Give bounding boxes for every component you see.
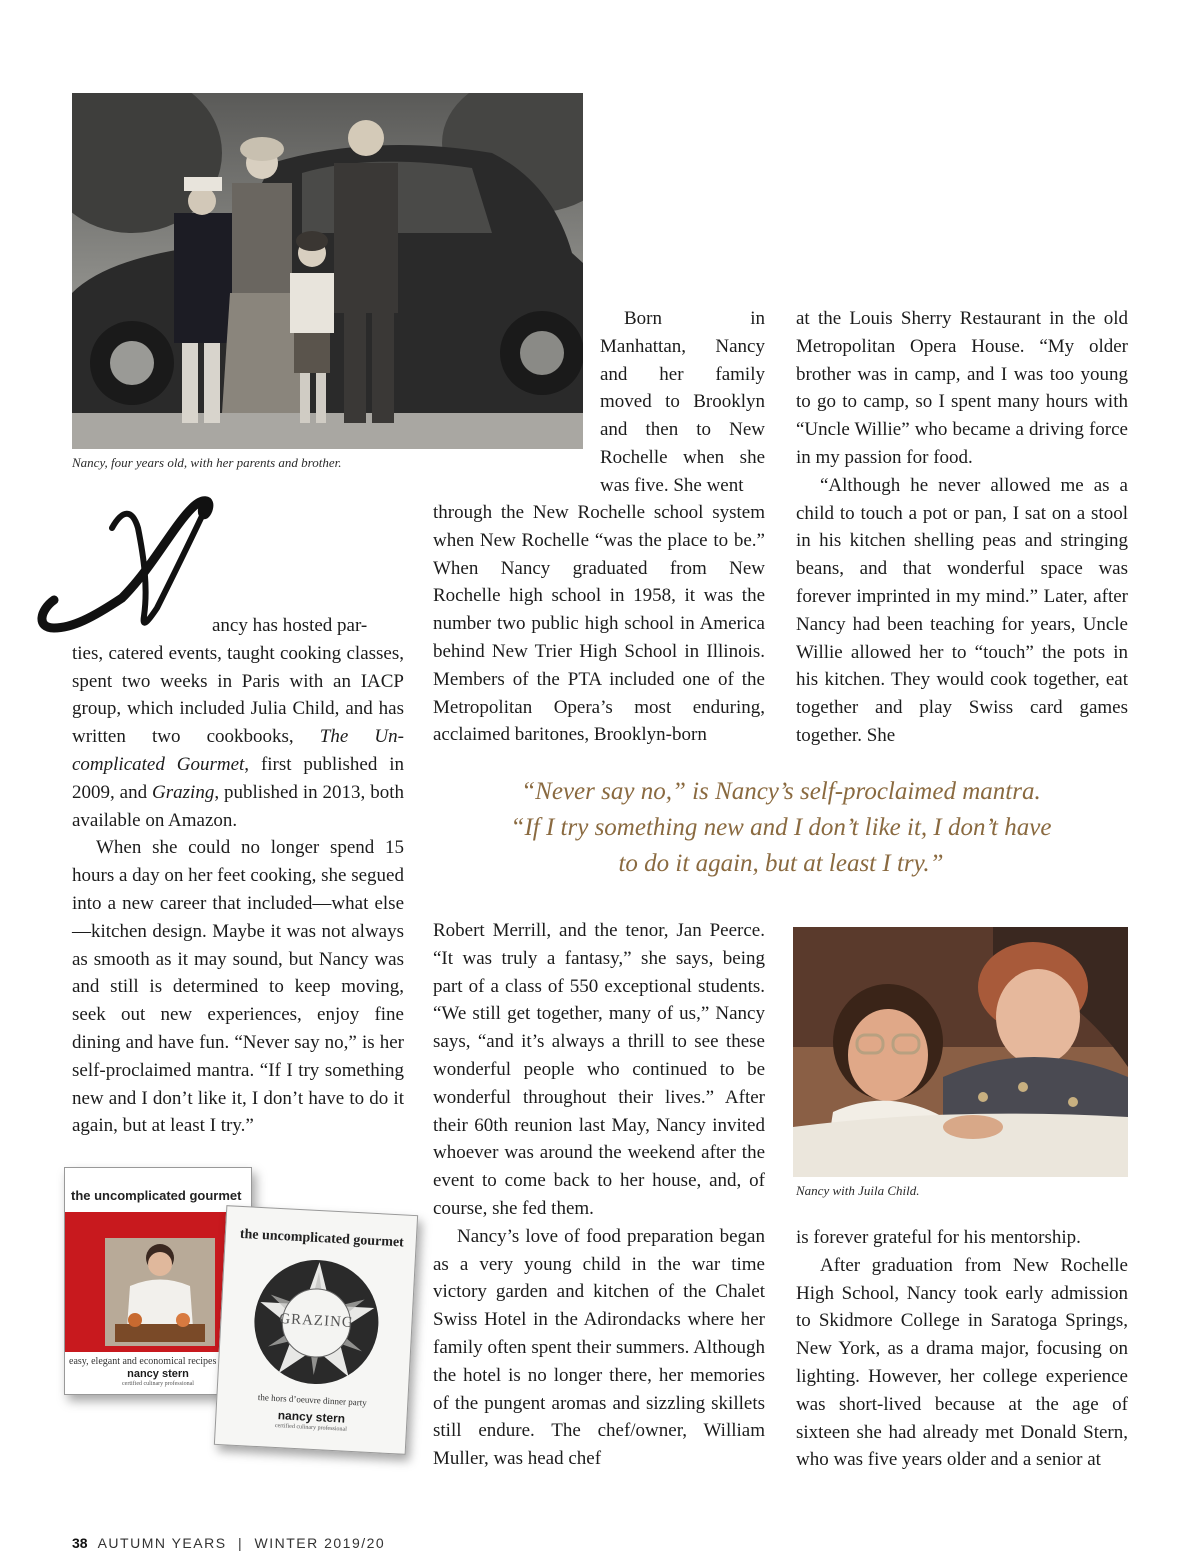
column-3-bottom bbox=[796, 1224, 1128, 1474]
col3-p2: “Although he never allowed me as a child to touch a pot or pan, I sat on a stool in his kitchen shelling peas and stringing beans, and that wonderful space was forever imprinted in my mind.” Later, after Nancy had been teaching for years, Uncle Willie allowed her to “touch” the pots in his kitchen. They would cook together, eat together and play Swiss card games together. She bbox=[796, 474, 1128, 746]
col3-bottom-p2: After graduation from New Rochelle High School, Nancy took early admission to Skidmore College in Saratoga Springs, New York, as a drama major, focusing on lighting. However, her college experience was short-lived because at the age of sixteen she had already met Donald Stern, who was five years older and a senior at bbox=[796, 1254, 1128, 1471]
book1-title: The Un-complicated Gourmet bbox=[72, 726, 404, 775]
book1-credential: certified culinary professional bbox=[122, 1381, 194, 1387]
col2-p1-wide: through the New Rochelle school system when New Rochelle “was the place to be.” When Nancy graduated from New Rochelle high school in 1958, it was the number two public high school in America behind New Trier High School in Illinois. Members of the PTA included one of the Metropolitan Opera’s most enduring, acclaimed baritones, Brooklyn-born bbox=[433, 502, 765, 746]
book2-center-label: GRAZING bbox=[278, 1311, 355, 1331]
family-photo bbox=[72, 93, 583, 449]
col2-p1-narrow: Born in Manhattan, Nancy and her family moved to Brooklyn and then to New Rochelle when she was five. She went bbox=[600, 308, 765, 496]
column-2-top-wide bbox=[433, 499, 765, 749]
book2-subtitle: the hors d’oeuvre dinner party bbox=[257, 1392, 368, 1408]
pull-quote-line-2: “If I try something new and I don’t like it, I don’t have bbox=[510, 814, 1052, 841]
footer-separator: | bbox=[237, 1535, 244, 1551]
col3-p1: at the Louis Sherry Restaurant in the old Metropolitan Opera House. “My older brother was in camp, and I was too young to go to camp, so I spent many hours with “Uncle Willie” who became a driving force in my passion for food. bbox=[796, 308, 1128, 468]
book1-tagline: easy, elegant and economical recipes bbox=[69, 1356, 217, 1367]
julia-child-photo bbox=[793, 927, 1128, 1177]
column-2-bottom bbox=[433, 917, 765, 1473]
col1-p1-part1: ties, catered events, taught cooking classes, spent two weeks in Paris with an IACP group, which included Julia Child, and has written two cookbooks, bbox=[72, 642, 404, 748]
col1-line1: ancy has hosted par- bbox=[212, 615, 368, 636]
col1-p2: When she could no longer spend 15 hours a day on her feet cooking, she segued into a new career that included—what else—kitchen design. Maybe it was not always as smooth as it may sound, but Nancy was and still is determined to keep moving, seek out new experiences, enjoy fine dining and have fun. “Never say no,” is her self-proclaimed mantra. “If I try something new and I don’t like it, I don’t have to do it again, but at least I try.” bbox=[72, 837, 404, 1137]
pull-quote-line-1: “Never say no,” is Nancy’s self-proclaimed mantra. bbox=[521, 778, 1041, 805]
col1-p1-part2: , first published in 2009, and bbox=[72, 753, 404, 803]
pull-quote-line-3: to do it again, but at least I try.” bbox=[618, 850, 944, 877]
col3-bottom-p1: is forever grateful for his mentorship. bbox=[796, 1227, 1081, 1248]
book2-credential: certified culinary professional bbox=[274, 1422, 347, 1433]
column-2-top-narrow bbox=[600, 305, 765, 500]
pull-quote bbox=[432, 774, 1130, 882]
julia-photo-caption: Nancy with Juila Child. bbox=[796, 1183, 920, 1198]
column-3-top bbox=[796, 305, 1128, 750]
book1-title: the uncomplicated gourmet bbox=[71, 1188, 242, 1203]
book2-title: Grazing bbox=[152, 781, 215, 803]
book2-author: nancy stern bbox=[277, 1408, 346, 1426]
book1-chef-illustration bbox=[105, 1228, 215, 1346]
page-footer bbox=[72, 1535, 385, 1551]
book2-title: the uncomplicated gourmet bbox=[239, 1226, 405, 1251]
issue-date: WINTER 2019/20 bbox=[254, 1535, 386, 1551]
book1-author: nancy stern bbox=[127, 1368, 189, 1380]
book-cover-grazing bbox=[214, 1205, 418, 1455]
col1-p1-part3: , published in 2013, both available on Amazon. bbox=[72, 781, 404, 831]
family-photo-caption: Nancy, four years old, with her parents and brother. bbox=[72, 455, 342, 470]
column-1 bbox=[72, 612, 404, 1140]
col2-bottom-p2: Nancy’s love of food preparation began as a very young child in the war time victory garden and kitchen of the Chalet Swiss Hotel in the Adirondacks where her family often spent their summers. Although the hotel is no longer there, her memories of the pungent aromas and sizzling skillets still endure. The chef/owner, William Muller, was head chef bbox=[433, 1225, 765, 1470]
publication-name: AUTUMN YEARS bbox=[97, 1535, 227, 1551]
page-number: 38 bbox=[72, 1535, 88, 1551]
col2-bottom-p1: Robert Merrill, and the tenor, Jan Peerce. “It was truly a fantasy,” she says, being part of a class of 550 exceptional students. “We still get together, many of us,” Nancy says, “and it’s always a thrill to see these wonderful people who continued to be wonderful throughout their lives.” After their 60th reunion last May, Nancy invited whoever was around the weekend after the event to come back to her house, and, of course, she fed them. bbox=[433, 920, 765, 1219]
